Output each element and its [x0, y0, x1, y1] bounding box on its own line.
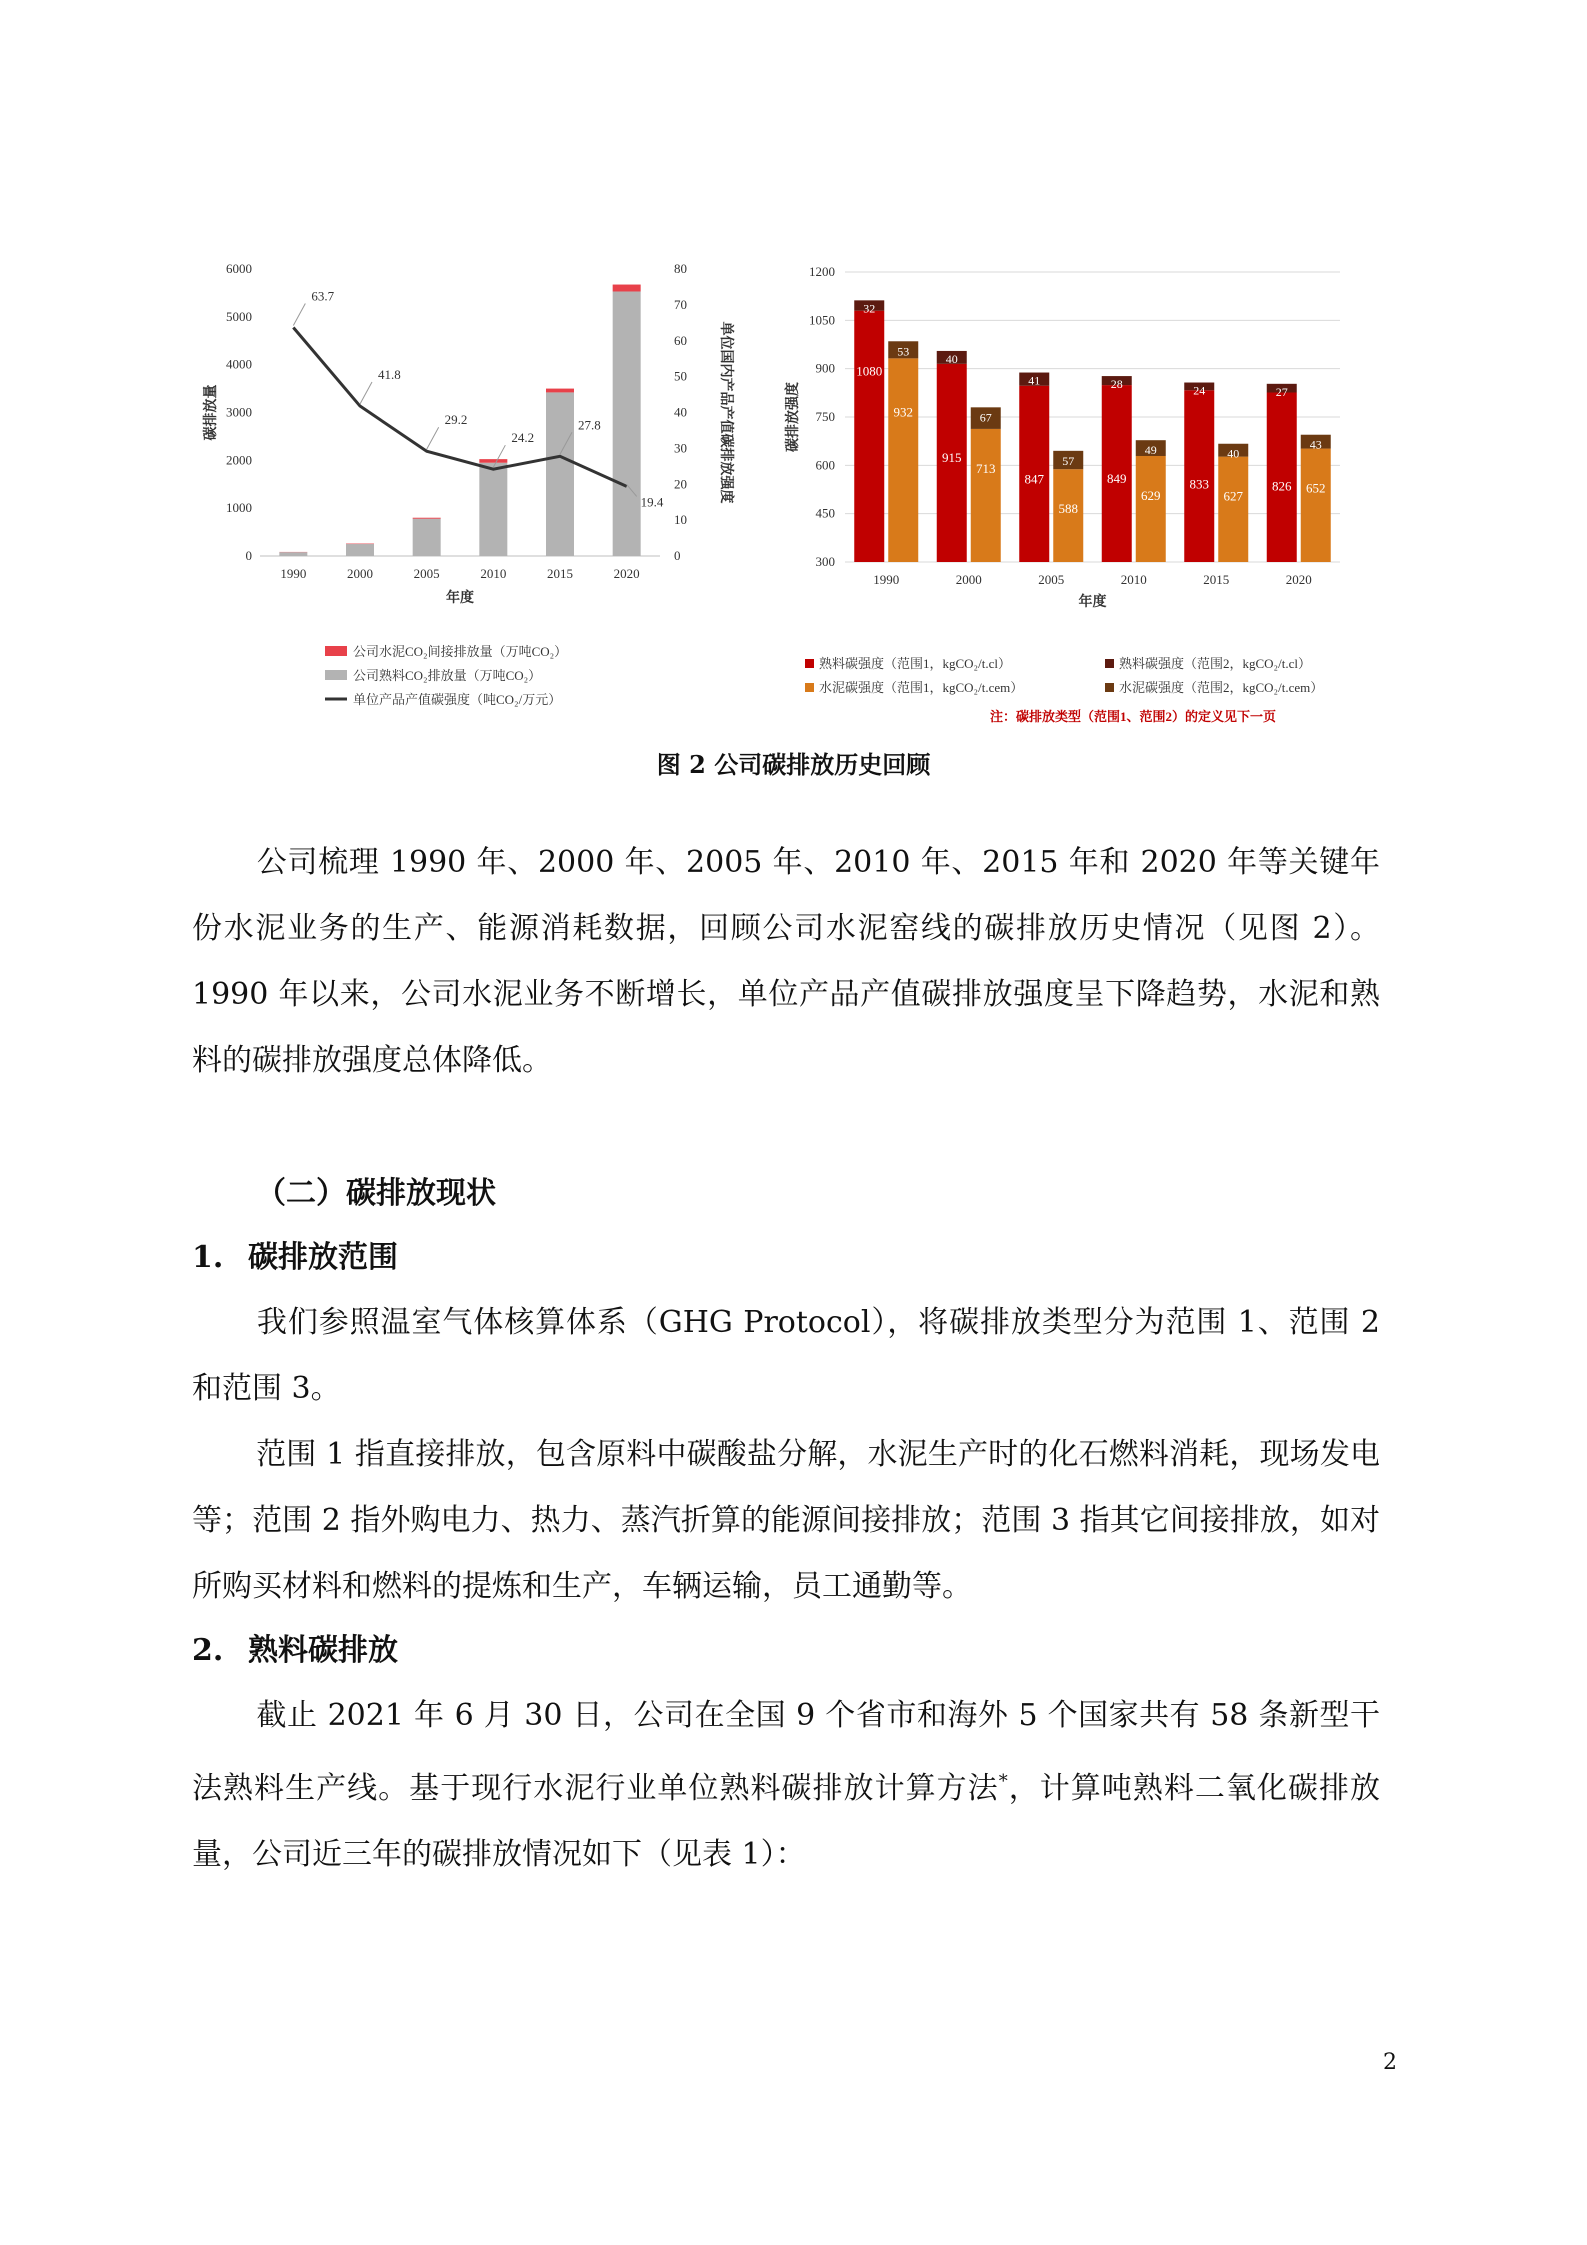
bar-label-cement-scope2: 53: [897, 344, 910, 359]
bar-label-clinker-scope2: 32: [863, 301, 876, 316]
figure-caption: 图 2 公司碳排放历史回顾: [656, 750, 931, 779]
subheading-clinker: [192, 1625, 398, 1669]
page-number: 2: [1383, 2050, 1397, 2075]
x-tick-label: 2020: [613, 566, 640, 581]
line-data-label: 24.2: [511, 430, 535, 446]
bar-label-cement-scope2: 43: [1309, 437, 1322, 452]
bar-label-clinker-scope2: 41: [1028, 373, 1041, 388]
y2-tick-label: 20: [674, 476, 687, 492]
paragraph-scope-intro: [192, 1290, 1380, 1422]
y2-tick-label: 80: [674, 261, 687, 276]
bar-label-clinker-scope1: 833: [1189, 476, 1209, 492]
legend-label: 单位产品产值碳强度（吨CO₂/万元）: [353, 692, 562, 707]
chart-emission-intensity-svg: [775, 255, 1375, 735]
bar-clinker-emissions: [279, 552, 307, 556]
y-tick-label: 6000: [226, 261, 252, 276]
bar-clinker-emissions: [413, 519, 441, 556]
y2-tick-label: 60: [674, 332, 687, 348]
paragraph-scope-intro-text: 我们参照温室气体核算体系（GHG Protocol），将碳排放类型分为范围 1、范围 2 和范围 3。: [192, 1305, 1380, 1406]
legend-swatch: [325, 646, 347, 656]
bar-clinker-emissions: [479, 463, 507, 556]
y-tick-label: 450: [815, 505, 835, 521]
legend-label: 熟料碳强度（范围2，kgCO₂/t.cl）: [1119, 656, 1311, 671]
chart-note: 注：碳排放类型（范围1、范围2）的定义见下一页: [990, 709, 1277, 724]
bar-label-clinker-scope2: 27: [1275, 384, 1288, 399]
bar-label-cement-scope2: 49: [1144, 443, 1157, 458]
y-tick-label: 1050: [809, 312, 835, 328]
bar-label-cement-scope1: 629: [1141, 487, 1161, 503]
line-data-label: 19.4: [640, 494, 664, 510]
bar-label-cement-scope2: 40: [1227, 446, 1240, 461]
bar-label-cement-scope1: 713: [976, 460, 996, 476]
bar-label-cement-scope1: 932: [893, 404, 913, 420]
bar-cement-scope1: [1218, 457, 1248, 562]
y2-tick-label: 50: [674, 368, 687, 384]
legend-label: 熟料碳强度（范围1，kgCO₂/t.cl）: [819, 656, 1011, 671]
paragraph-history: [192, 830, 1380, 1094]
y2-axis-title: 单位国内产品产值碳排放强度: [718, 321, 733, 504]
y2-tick-label: 30: [674, 440, 687, 456]
line-carbon-intensity: [293, 327, 626, 486]
y2-tick-label: 70: [674, 296, 687, 312]
bar-label-clinker-scope2: 40: [945, 351, 958, 366]
y-tick-label: 300: [815, 554, 835, 569]
legend-swatch: [325, 670, 347, 680]
bar-cement-scope1: [1136, 456, 1166, 562]
paragraph-clinker: [192, 1683, 1380, 1888]
subheading-scope-number: 1.: [192, 1240, 224, 1275]
bar-label-clinker-scope1: 847: [1024, 471, 1044, 487]
bar-clinker-scope1: [854, 311, 884, 562]
data-label-leader: [293, 303, 305, 325]
chart-emission-intensity: [775, 255, 1375, 735]
bar-label-cement-scope2: 57: [1062, 453, 1075, 468]
footnote-marker: *: [998, 1771, 1008, 1792]
bar-indirect-emissions: [413, 518, 441, 519]
x-tick-label: 2010: [480, 566, 507, 581]
y-tick-label: 4000: [226, 356, 252, 372]
legend-swatch: [1105, 683, 1114, 692]
data-label-leader: [427, 427, 439, 449]
bar-indirect-emissions: [613, 285, 641, 292]
x-tick-label: 2020: [1285, 572, 1312, 587]
chart-emissions-volume-svg: [195, 255, 755, 735]
y-tick-label: 1000: [226, 500, 252, 516]
bar-label-clinker-scope1: 1080: [856, 363, 883, 379]
x-tick-label: 2005: [413, 566, 440, 581]
bar-clinker-scope1: [1267, 393, 1297, 562]
bar-label-cement-scope1: 588: [1058, 501, 1078, 517]
bar-label-clinker-scope1: 826: [1272, 478, 1292, 494]
line-data-label: 29.2: [444, 412, 468, 428]
x-tick-label: 2010: [1120, 572, 1147, 587]
x-axis-title: 年度: [446, 591, 474, 606]
subheading-scope-title: 碳排放范围: [248, 1240, 398, 1275]
x-tick-label: 2000: [955, 572, 982, 587]
bar-label-clinker-scope1: 849: [1107, 471, 1127, 487]
subheading-clinker-number: 2.: [192, 1633, 224, 1668]
y-axis-title: 碳排放量: [204, 384, 219, 441]
subheading-clinker-title: 熟料碳排放: [248, 1633, 398, 1668]
subheading-scope: [192, 1232, 398, 1276]
y-tick-label: 3000: [226, 404, 252, 420]
bar-cement-scope1: [888, 358, 918, 562]
bar-label-clinker-scope1: 915: [942, 449, 962, 465]
y-tick-label: 900: [815, 360, 835, 376]
x-tick-label: 2015: [547, 566, 573, 581]
y-tick-label: 0: [245, 548, 252, 563]
legend-label: 公司熟料CO₂排放量（万吨CO₂）: [353, 668, 542, 683]
paragraph-clinker-text-a: 截止 2021 年 6 月 30 日，公司在全国 9 个省市和海外 5 个国家共有 58 条新型干法熟料生产线。基于现行水泥行业单位熟料碳排放计算方法: [192, 1698, 1380, 1806]
legend-label: 水泥碳强度（范围2，kgCO₂/t.cem）: [1119, 680, 1324, 695]
y-axis-title: 碳排放强度: [786, 382, 801, 452]
y-tick-label: 600: [815, 457, 835, 473]
bar-clinker-emissions: [546, 392, 574, 556]
bar-label-clinker-scope2: 24: [1193, 383, 1206, 398]
y2-tick-label: 0: [674, 548, 681, 563]
x-tick-label: 1990: [873, 572, 900, 587]
x-tick-label: 2015: [1203, 572, 1230, 587]
bar-clinker-emissions: [346, 544, 374, 556]
y-tick-label: 2000: [226, 452, 252, 468]
line-data-label: 41.8: [378, 367, 401, 383]
x-tick-label: 2005: [1038, 572, 1065, 587]
section-heading-status: （二）碳排放现状: [256, 1176, 496, 1211]
legend-swatch: [805, 659, 814, 668]
y-tick-label: 5000: [226, 308, 252, 324]
bar-indirect-emissions: [546, 389, 574, 393]
paragraph-history-text: 公司梳理 1990 年、2000 年、2005 年、2010 年、2015 年和 2020 年等关键年份水泥业务的生产、能源消耗数据，回顾公司水泥窑线的碳排放历史情况（见图 2）。1990 年以来，公司水泥业务不断增长，单位产品产值碳排放强度呈下降趋势，水泥和熟料的碳排放强度总体降低。: [192, 845, 1380, 1078]
y2-tick-label: 40: [674, 404, 687, 420]
y2-tick-label: 10: [674, 512, 687, 528]
data-label-leader: [360, 382, 372, 404]
x-tick-label: 2000: [347, 566, 373, 581]
bar-indirect-emissions: [479, 459, 507, 463]
line-data-label: 63.7: [311, 288, 335, 304]
paragraph-clinker-text-b: ，计算吨熟料二氧化碳排放量，公司近三年的碳排放情况如下（见表 1）：: [192, 1771, 1381, 1872]
bar-cement-scope1: [971, 429, 1001, 562]
y-tick-label: 750: [815, 409, 835, 424]
line-data-label: 27.8: [578, 417, 601, 433]
bar-label-cement-scope1: 652: [1306, 480, 1326, 496]
legend-label: 公司水泥CO₂间接排放量（万吨CO₂）: [353, 644, 568, 659]
legend-swatch: [805, 683, 814, 692]
legend-swatch: [1105, 659, 1114, 668]
x-axis-title: 年度: [1078, 595, 1107, 610]
bar-cement-scope1: [1301, 449, 1331, 562]
paragraph-scope-definitions-text: 范围 1 指直接排放，包含原料中碳酸盐分解，水泥生产时的化石燃料消耗，现场发电等；范围 2 指外购电力、热力、蒸汽折算的能源间接排放；范围 3 指其它间接排放，如对所购买材料和燃料的提炼和生产，车辆运输，员工通勤等。: [192, 1437, 1380, 1604]
y-tick-label: 1200: [809, 264, 835, 279]
chart-emissions-volume: [195, 255, 755, 735]
bar-label-clinker-scope2: 28: [1110, 377, 1123, 392]
x-tick-label: 1990: [280, 566, 307, 581]
legend-label: 水泥碳强度（范围1，kgCO₂/t.cem）: [819, 680, 1024, 695]
bar-clinker-emissions: [613, 291, 641, 556]
bar-label-cement-scope2: 67: [979, 410, 992, 425]
bar-label-cement-scope1: 627: [1223, 488, 1243, 504]
paragraph-scope-definitions: [192, 1422, 1380, 1620]
